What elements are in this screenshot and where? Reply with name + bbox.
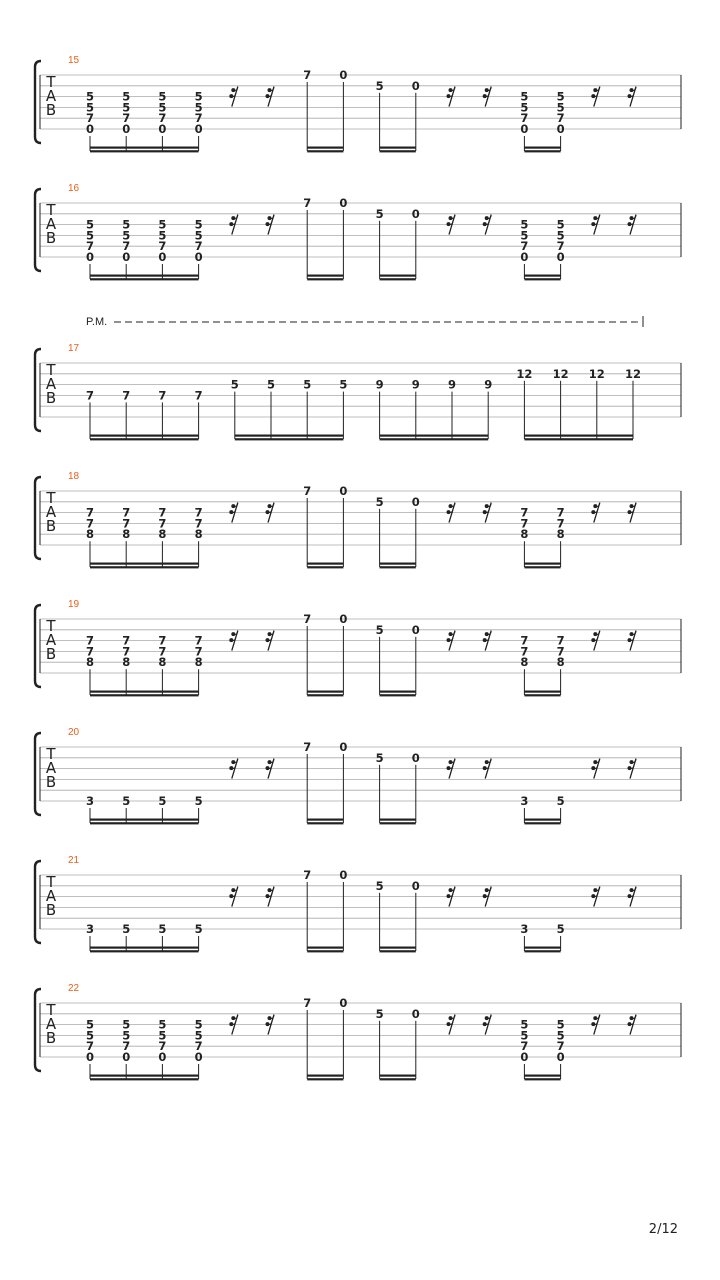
- tab-clef-letter: A: [45, 215, 57, 233]
- fret-number: 5: [122, 1017, 131, 1032]
- fret-number: 0: [339, 196, 348, 210]
- beam: [380, 694, 416, 696]
- fret-number: 8: [158, 655, 167, 670]
- tab-clef-letter: T: [46, 745, 56, 763]
- tab-clef-letter: A: [45, 87, 57, 105]
- tab-clef-letter: A: [45, 503, 57, 521]
- fret-number: 5: [194, 217, 203, 232]
- fret-number: 8: [85, 527, 95, 542]
- palm-mute-label: P.M.: [86, 316, 108, 328]
- beam: [90, 435, 199, 437]
- tab-system: [35, 316, 681, 440]
- fret-number: 5: [194, 89, 203, 104]
- fret-number: 0: [339, 740, 348, 754]
- fret-number: 7: [85, 1039, 95, 1054]
- fret-number: 0: [556, 122, 565, 136]
- beam: [380, 566, 416, 568]
- fret-number: 7: [85, 505, 95, 520]
- beam: [90, 150, 199, 152]
- tab-clef-letter: T: [46, 1001, 56, 1019]
- beam: [380, 435, 489, 437]
- fret-number: 5: [122, 922, 131, 936]
- beam: [524, 435, 633, 437]
- beam: [90, 694, 199, 696]
- beam: [90, 566, 199, 568]
- fret-number: 7: [194, 111, 203, 126]
- fret-number: 7: [303, 868, 312, 882]
- fret-number: 5: [520, 217, 529, 232]
- fret-number: 7: [303, 68, 312, 82]
- beam: [524, 147, 560, 149]
- fret-number: 7: [556, 516, 565, 531]
- fret-number: 8: [520, 527, 529, 542]
- beam: [524, 566, 560, 568]
- tab-system: [35, 727, 681, 824]
- fret-number: 5: [556, 217, 565, 232]
- tab-clef-letter: B: [45, 645, 57, 663]
- fret-number: 7: [158, 388, 167, 403]
- fret-number: 7: [122, 516, 131, 531]
- beam: [90, 1078, 199, 1080]
- beam: [90, 563, 199, 565]
- fret-number: 7: [556, 644, 565, 659]
- tab-clef-letter: B: [45, 773, 57, 791]
- fret-number: 5: [85, 1017, 95, 1032]
- beam: [90, 1075, 199, 1077]
- fret-number: 0: [556, 1050, 565, 1064]
- fret-number: 5: [158, 922, 167, 936]
- beam: [380, 150, 416, 152]
- fret-number: 0: [122, 250, 131, 264]
- beam: [380, 1078, 416, 1080]
- fret-number: 0: [339, 612, 348, 626]
- beam: [235, 435, 344, 437]
- fret-number: 7: [194, 388, 203, 403]
- measure-number: 19: [68, 599, 80, 610]
- beam: [307, 947, 343, 949]
- fret-number: 12: [624, 366, 642, 381]
- fret-number: 7: [158, 633, 167, 648]
- beam: [90, 275, 199, 277]
- fret-number: 7: [303, 612, 312, 626]
- fret-number: 7: [122, 644, 131, 659]
- fret-number: 7: [194, 239, 203, 254]
- fret-number: 7: [122, 505, 131, 520]
- fret-number: 7: [85, 239, 95, 254]
- fret-number: 5: [556, 1017, 565, 1032]
- fret-number: 7: [122, 388, 131, 403]
- beam: [524, 563, 560, 565]
- fret-number: 7: [520, 505, 529, 520]
- beam: [380, 275, 416, 277]
- fret-number: 0: [411, 494, 420, 509]
- fret-number: 7: [303, 484, 312, 498]
- beam: [307, 147, 343, 149]
- fret-number: 8: [85, 655, 95, 670]
- fret-number: 5: [158, 1017, 167, 1032]
- beam: [307, 950, 343, 952]
- tab-system: [35, 599, 681, 696]
- fret-number: 7: [122, 633, 131, 648]
- fret-number: 0: [194, 1050, 203, 1064]
- beam: [524, 694, 560, 696]
- fret-number: 7: [194, 633, 203, 648]
- fret-number: 5: [122, 217, 131, 232]
- fret-number: 8: [194, 655, 203, 670]
- fret-number: 7: [122, 239, 131, 254]
- fret-number: 5: [556, 100, 565, 115]
- fret-number: 5: [122, 89, 131, 104]
- fret-number: 0: [411, 878, 420, 893]
- fret-number: 0: [520, 1050, 529, 1064]
- fret-number: 7: [158, 516, 167, 531]
- fret-number: 5: [266, 377, 276, 392]
- fret-number: 0: [339, 484, 348, 498]
- beam: [90, 691, 199, 693]
- fret-number: 7: [556, 505, 565, 520]
- fret-number: 0: [411, 206, 420, 221]
- fret-number: 7: [556, 1039, 565, 1054]
- measure-number: 21: [68, 855, 80, 866]
- tab-clef-letter: B: [45, 101, 57, 119]
- fret-number: 3: [85, 922, 95, 936]
- beam: [307, 563, 343, 565]
- tab-system: [35, 471, 681, 568]
- tab-clef-letter: T: [46, 73, 56, 91]
- fret-number: 0: [122, 1050, 131, 1064]
- fret-number: 7: [85, 633, 95, 648]
- beam: [524, 275, 560, 277]
- beam: [380, 819, 416, 821]
- fret-number: 5: [158, 89, 167, 104]
- fret-number: 0: [411, 750, 420, 765]
- beam: [307, 691, 343, 693]
- tab-clef-letter: T: [46, 361, 56, 379]
- fret-number: 0: [194, 250, 203, 264]
- fret-number: 5: [158, 228, 167, 243]
- beam: [90, 950, 199, 952]
- fret-number: 7: [122, 111, 131, 126]
- fret-number: 7: [520, 633, 529, 648]
- page-number: 2/12: [648, 1222, 678, 1237]
- fret-number: 0: [122, 122, 131, 136]
- fret-number: 9: [411, 377, 420, 392]
- beam: [380, 147, 416, 149]
- fret-number: 0: [411, 78, 420, 93]
- fret-number: 5: [122, 794, 131, 808]
- fret-number: 0: [158, 1050, 167, 1064]
- beam: [307, 278, 343, 280]
- beam: [524, 438, 633, 440]
- fret-number: 5: [158, 794, 167, 808]
- measure-number: 20: [68, 727, 80, 738]
- fret-number: 0: [158, 122, 167, 136]
- fret-number: 7: [158, 505, 167, 520]
- fret-number: 5: [85, 228, 95, 243]
- beam: [307, 822, 343, 824]
- fret-number: 7: [85, 516, 95, 531]
- fret-number: 7: [158, 239, 167, 254]
- fret-number: 8: [122, 655, 131, 670]
- fret-number: 3: [85, 794, 95, 808]
- tab-clef-letter: T: [46, 489, 56, 507]
- fret-number: 0: [411, 622, 420, 637]
- fret-number: 7: [85, 644, 95, 659]
- fret-number: 7: [194, 1039, 203, 1054]
- fret-number: 0: [85, 250, 95, 264]
- fret-number: 8: [122, 527, 131, 542]
- fret-number: 5: [520, 100, 529, 115]
- fret-number: 5: [375, 206, 384, 221]
- beam: [90, 438, 199, 440]
- fret-number: 7: [158, 1039, 167, 1054]
- tab-system: [35, 183, 681, 280]
- fret-number: 5: [158, 1028, 167, 1043]
- fret-number: 7: [303, 996, 312, 1010]
- fret-number: 5: [194, 1017, 203, 1032]
- beam: [235, 438, 344, 440]
- tab-clef-letter: B: [45, 1029, 57, 1047]
- tab-clef-letter: T: [46, 201, 56, 219]
- fret-number: 7: [85, 111, 95, 126]
- tab-clef-letter: B: [45, 389, 57, 407]
- fret-number: 5: [122, 228, 131, 243]
- fret-number: 0: [339, 68, 348, 82]
- fret-number: 5: [375, 878, 384, 893]
- tab-clef-letter: B: [45, 229, 57, 247]
- fret-number: 5: [194, 100, 203, 115]
- fret-number: 3: [520, 794, 529, 808]
- fret-number: 3: [520, 922, 529, 936]
- fret-number: 12: [516, 366, 533, 381]
- fret-number: 5: [375, 622, 384, 637]
- fret-number: 7: [520, 1039, 529, 1054]
- beam: [380, 278, 416, 280]
- fret-number: 5: [375, 78, 384, 93]
- beam: [524, 947, 560, 949]
- fret-number: 8: [520, 655, 529, 670]
- fret-number: 5: [194, 1028, 203, 1043]
- fret-number: 5: [194, 228, 203, 243]
- fret-number: 5: [520, 1017, 529, 1032]
- fret-number: 5: [375, 494, 384, 509]
- fret-number: 5: [520, 1028, 529, 1043]
- tab-clef-letter: A: [45, 631, 57, 649]
- beam: [380, 947, 416, 949]
- beam: [524, 822, 560, 824]
- beam: [307, 1075, 343, 1077]
- fret-number: 5: [520, 89, 529, 104]
- fret-number: 5: [556, 89, 565, 104]
- measure-number: 15: [68, 55, 80, 66]
- fret-number: 0: [411, 1006, 420, 1021]
- beam: [524, 1078, 560, 1080]
- fret-number: 8: [556, 527, 565, 542]
- beam: [380, 438, 489, 440]
- fret-number: 5: [556, 794, 565, 808]
- beam: [307, 566, 343, 568]
- fret-number: 7: [194, 505, 203, 520]
- fret-number: 0: [194, 122, 203, 136]
- fret-number: 12: [552, 366, 569, 381]
- fret-number: 0: [85, 1050, 95, 1064]
- beam: [307, 1078, 343, 1080]
- tab-clef-letter: A: [45, 759, 57, 777]
- measure-number: 16: [68, 183, 80, 194]
- measure-number: 22: [68, 983, 80, 994]
- tab-clef-letter: B: [45, 517, 57, 535]
- beam: [307, 694, 343, 696]
- fret-number: 5: [194, 922, 203, 936]
- fret-number: 5: [158, 217, 167, 232]
- tab-system: [35, 55, 681, 152]
- beam: [90, 947, 199, 949]
- fret-number: 5: [85, 217, 95, 232]
- tab-clef-letter: B: [45, 901, 57, 919]
- fret-number: 5: [556, 922, 565, 936]
- beam: [380, 691, 416, 693]
- beam: [90, 822, 199, 824]
- fret-number: 9: [375, 377, 384, 392]
- tab-system: [35, 855, 681, 952]
- fret-number: 5: [122, 1028, 131, 1043]
- beam: [524, 150, 560, 152]
- measure-number: 17: [68, 343, 80, 354]
- fret-number: 5: [520, 228, 529, 243]
- fret-number: 5: [158, 100, 167, 115]
- fret-number: 5: [375, 1006, 384, 1021]
- fret-number: 8: [194, 527, 203, 542]
- fret-number: 7: [556, 633, 565, 648]
- fret-number: 5: [85, 89, 95, 104]
- fret-number: 7: [520, 644, 529, 659]
- beam: [380, 1075, 416, 1077]
- fret-number: 7: [85, 388, 95, 403]
- tab-clef-letter: T: [46, 873, 56, 891]
- fret-number: 0: [520, 122, 529, 136]
- tab-clef-letter: A: [45, 887, 57, 905]
- beam: [380, 822, 416, 824]
- tab-clef-letter: A: [45, 375, 57, 393]
- fret-number: 0: [339, 868, 348, 882]
- fret-number: 5: [85, 1028, 95, 1043]
- fret-number: 5: [230, 377, 239, 392]
- beam: [380, 950, 416, 952]
- beam: [307, 275, 343, 277]
- tab-clef-letter: T: [46, 617, 56, 635]
- fret-number: 7: [194, 644, 203, 659]
- fret-number: 0: [85, 122, 95, 136]
- fret-number: 5: [194, 794, 203, 808]
- beam: [524, 691, 560, 693]
- fret-number: 7: [556, 239, 565, 254]
- beam: [307, 819, 343, 821]
- fret-number: 8: [556, 655, 565, 670]
- fret-number: 5: [339, 377, 348, 392]
- fret-number: 0: [158, 250, 167, 264]
- fret-number: 12: [588, 366, 605, 381]
- beam: [524, 1075, 560, 1077]
- fret-number: 7: [194, 516, 203, 531]
- fret-number: 7: [122, 1039, 131, 1054]
- beam: [90, 819, 199, 821]
- tab-system: [35, 983, 681, 1080]
- fret-number: 7: [303, 196, 312, 210]
- fret-number: 7: [520, 111, 529, 126]
- beam: [524, 950, 560, 952]
- fret-number: 9: [447, 377, 457, 392]
- fret-number: 5: [85, 100, 95, 115]
- fret-number: 7: [520, 516, 529, 531]
- fret-number: 7: [158, 111, 167, 126]
- fret-number: 5: [556, 228, 565, 243]
- fret-number: 7: [158, 644, 167, 659]
- fret-number: 5: [303, 377, 312, 392]
- beam: [90, 147, 199, 149]
- fret-number: 9: [484, 377, 493, 392]
- beam: [307, 150, 343, 152]
- fret-number: 5: [556, 1028, 565, 1043]
- tab-clef-letter: A: [45, 1015, 57, 1033]
- fret-number: 0: [556, 250, 565, 264]
- fret-number: 5: [375, 750, 384, 765]
- fret-number: 0: [520, 250, 529, 264]
- fret-number: 5: [122, 100, 131, 115]
- beam: [90, 278, 199, 280]
- beam: [524, 278, 560, 280]
- fret-number: 0: [339, 996, 348, 1010]
- fret-number: 7: [520, 239, 529, 254]
- measure-number: 18: [68, 471, 80, 482]
- fret-number: 7: [303, 740, 312, 754]
- fret-number: 8: [158, 527, 167, 542]
- beam: [524, 819, 560, 821]
- fret-number: 7: [556, 111, 565, 126]
- beam: [380, 563, 416, 565]
